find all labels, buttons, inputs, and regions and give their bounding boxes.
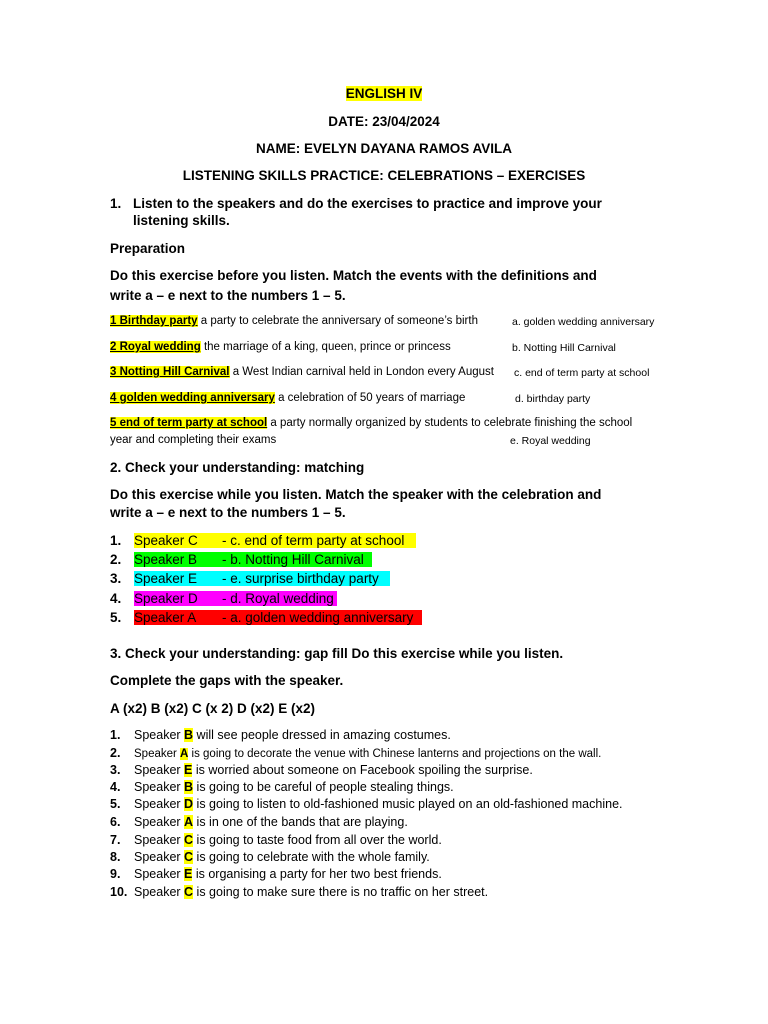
sentence-text: is going to make sure there is no traffic on her street.: [193, 885, 489, 899]
sentence-prefix: Speaker: [134, 797, 185, 811]
answer-celebration: - e. surprise birthday party: [222, 571, 379, 586]
answer-highlight: [134, 571, 390, 586]
preparation-task-line2: write a – e next to the numbers 1 – 5.: [110, 288, 346, 303]
event-label: 1 Birthday party: [110, 315, 198, 327]
sentence-number: 1.: [110, 728, 121, 742]
gap-fill-sentence: [110, 763, 533, 777]
gap-fill-sentence: [110, 728, 451, 742]
event-item: [110, 315, 478, 327]
speaker-letter: D: [184, 797, 194, 811]
sentence-text: is going to be careful of people stealing things.: [193, 780, 454, 794]
sentence-number: 6.: [110, 815, 121, 829]
speaker-letter: E: [184, 763, 193, 777]
definition-option: c. end of term party at school: [514, 367, 650, 379]
event-definition-continued: year and completing their exams: [110, 434, 277, 446]
answer-speaker: Speaker D: [134, 591, 198, 606]
section2-task-line1: Do this exercise while you listen. Match the speaker with the celebration and: [110, 487, 602, 502]
sentence-number: 2.: [110, 746, 121, 760]
event-definition: a West Indian carnival held in London every August: [229, 366, 494, 378]
speaker-letter: B: [184, 780, 194, 794]
speaker-letter: C: [184, 833, 194, 847]
sentence-number: 8.: [110, 850, 121, 864]
sentence-text: is going to decorate the venue with Chinese lanterns and projections on the wall.: [188, 748, 602, 760]
speaker-letter: C: [184, 885, 194, 899]
gap-fill-sentence: [110, 815, 408, 829]
answer-speaker: Speaker E: [134, 571, 198, 586]
definition-option: b. Notting Hill Carnival: [512, 342, 616, 354]
speaker-letter: A: [180, 748, 189, 760]
sentence-text: is in one of the bands that are playing.: [193, 815, 408, 829]
date-line: DATE: 23/04/2024: [328, 114, 440, 129]
event-definition: the marriage of a king, queen, prince or princess: [200, 341, 451, 353]
answer-number: 1.: [110, 533, 122, 548]
sentence-prefix: Speaker: [134, 728, 185, 742]
sentence-prefix: Speaker: [134, 867, 185, 881]
event-label: 2 Royal wedding: [110, 341, 201, 353]
answer-speaker: Speaker A: [134, 610, 197, 625]
answer-highlight: [134, 552, 372, 567]
matching-answer: [110, 571, 390, 586]
definition-option: d. birthday party: [515, 393, 591, 405]
gap-fill-sentence: [110, 885, 488, 899]
sentence-number: 3.: [110, 763, 121, 777]
answer-number: 3.: [110, 571, 122, 586]
sentence-number: 10.: [110, 885, 128, 899]
gap-fill-sentence: [110, 867, 442, 881]
sentence-number: 5.: [110, 797, 121, 811]
sentence-prefix: Speaker: [134, 748, 181, 760]
speaker-letter: B: [184, 728, 194, 742]
sentence-text: is going to celebrate with the whole family.: [193, 850, 430, 864]
sentence-prefix: Speaker: [134, 833, 185, 847]
event-definition: a party normally organized by students to celebrate finishing the school: [267, 417, 633, 429]
sentence-text: will see people dressed in amazing costumes.: [193, 728, 451, 742]
event-label: 4 golden wedding anniversary: [110, 392, 275, 404]
section1-instruction-line2: listening skills.: [133, 213, 230, 228]
answer-number: 4.: [110, 591, 122, 606]
answer-highlight: [134, 591, 337, 606]
matching-answer: [110, 591, 337, 606]
event-definition: a party to celebrate the anniversary of someone’s birth: [197, 315, 478, 327]
answer-celebration: - d. Royal wedding: [222, 591, 334, 606]
sentence-prefix: Speaker: [134, 780, 185, 794]
matching-answer: [110, 552, 372, 567]
answer-celebration: - a. golden wedding anniversary: [222, 610, 414, 625]
definition-option: a. golden wedding anniversary: [512, 316, 655, 328]
event-definition: a celebration of 50 years of marriage: [274, 392, 466, 404]
sentence-text: is worried about someone on Facebook spoiling the surprise.: [192, 763, 533, 777]
speaker-letter: A: [184, 815, 194, 829]
event-label: 5 end of term party at school: [110, 417, 268, 429]
answer-speaker: Speaker C: [134, 533, 198, 548]
speaker-letter: C: [184, 850, 194, 864]
answer-number: 2.: [110, 552, 122, 567]
sentence-prefix: Speaker: [134, 850, 185, 864]
section2-task-line2: write a – e next to the numbers 1 – 5.: [110, 505, 346, 520]
answer-number: 5.: [110, 610, 122, 625]
answer-highlight: [134, 533, 416, 548]
event-item: [110, 366, 494, 378]
speaker-letter: E: [184, 867, 193, 881]
section3-heading: 3. Check your understanding: gap fill Do this exercise while you listen.: [110, 646, 564, 661]
definition-option: e. Royal wedding: [510, 435, 591, 447]
section1-instruction-line1: Listen to the speakers and do the exercises to practice and improve your: [133, 196, 602, 211]
worksheet-title: LISTENING SKILLS PRACTICE: CELEBRATIONS – EXERCISES: [182, 168, 586, 183]
gap-fill-sentence: [110, 746, 601, 760]
sentence-prefix: Speaker: [134, 885, 185, 899]
matching-answer: [110, 533, 416, 548]
course-title-text: ENGLISH IV: [345, 86, 423, 101]
sentence-number: 7.: [110, 833, 121, 847]
preparation-task-line1: Do this exercise before you listen. Match the events with the definitions and: [110, 268, 597, 283]
answer-celebration: - b. Notting Hill Carnival: [222, 552, 364, 567]
sentence-text: is going to listen to old-fashioned music played on an old-fashioned machine.: [193, 797, 623, 811]
sentence-number: 4.: [110, 780, 121, 794]
gap-fill-sentence: [110, 780, 454, 794]
event-item: [110, 392, 465, 404]
answer-highlight: [134, 610, 422, 625]
answer-speaker: Speaker B: [134, 552, 198, 567]
sentence-prefix: Speaker: [134, 763, 185, 777]
section1-number: 1.: [110, 196, 122, 211]
gap-fill-sentence: [110, 833, 442, 847]
sentence-text: is going to taste food from all over the world.: [193, 833, 442, 847]
student-name: NAME: EVELYN DAYANA RAMOS AVILA: [255, 141, 513, 156]
sentence-prefix: Speaker: [134, 815, 185, 829]
event-item: [110, 417, 632, 429]
sentence-text: is organising a party for her two best friends.: [192, 867, 442, 881]
section3-task: Complete the gaps with the speaker.: [110, 673, 344, 688]
course-title: [0, 86, 768, 101]
preparation-heading: Preparation: [110, 241, 186, 256]
answer-celebration: - c. end of term party at school: [222, 533, 405, 548]
matching-answer: [110, 610, 422, 625]
sentence-number: 9.: [110, 867, 121, 881]
event-item: [110, 341, 451, 353]
speaker-counts: A (x2) B (x2) C (x 2) D (x2) E (x2): [110, 701, 316, 716]
event-label: 3 Notting Hill Carnival: [110, 366, 230, 378]
gap-fill-sentence: [110, 850, 430, 864]
section2-heading: 2. Check your understanding: matching: [110, 460, 365, 475]
gap-fill-sentence: [110, 797, 623, 811]
